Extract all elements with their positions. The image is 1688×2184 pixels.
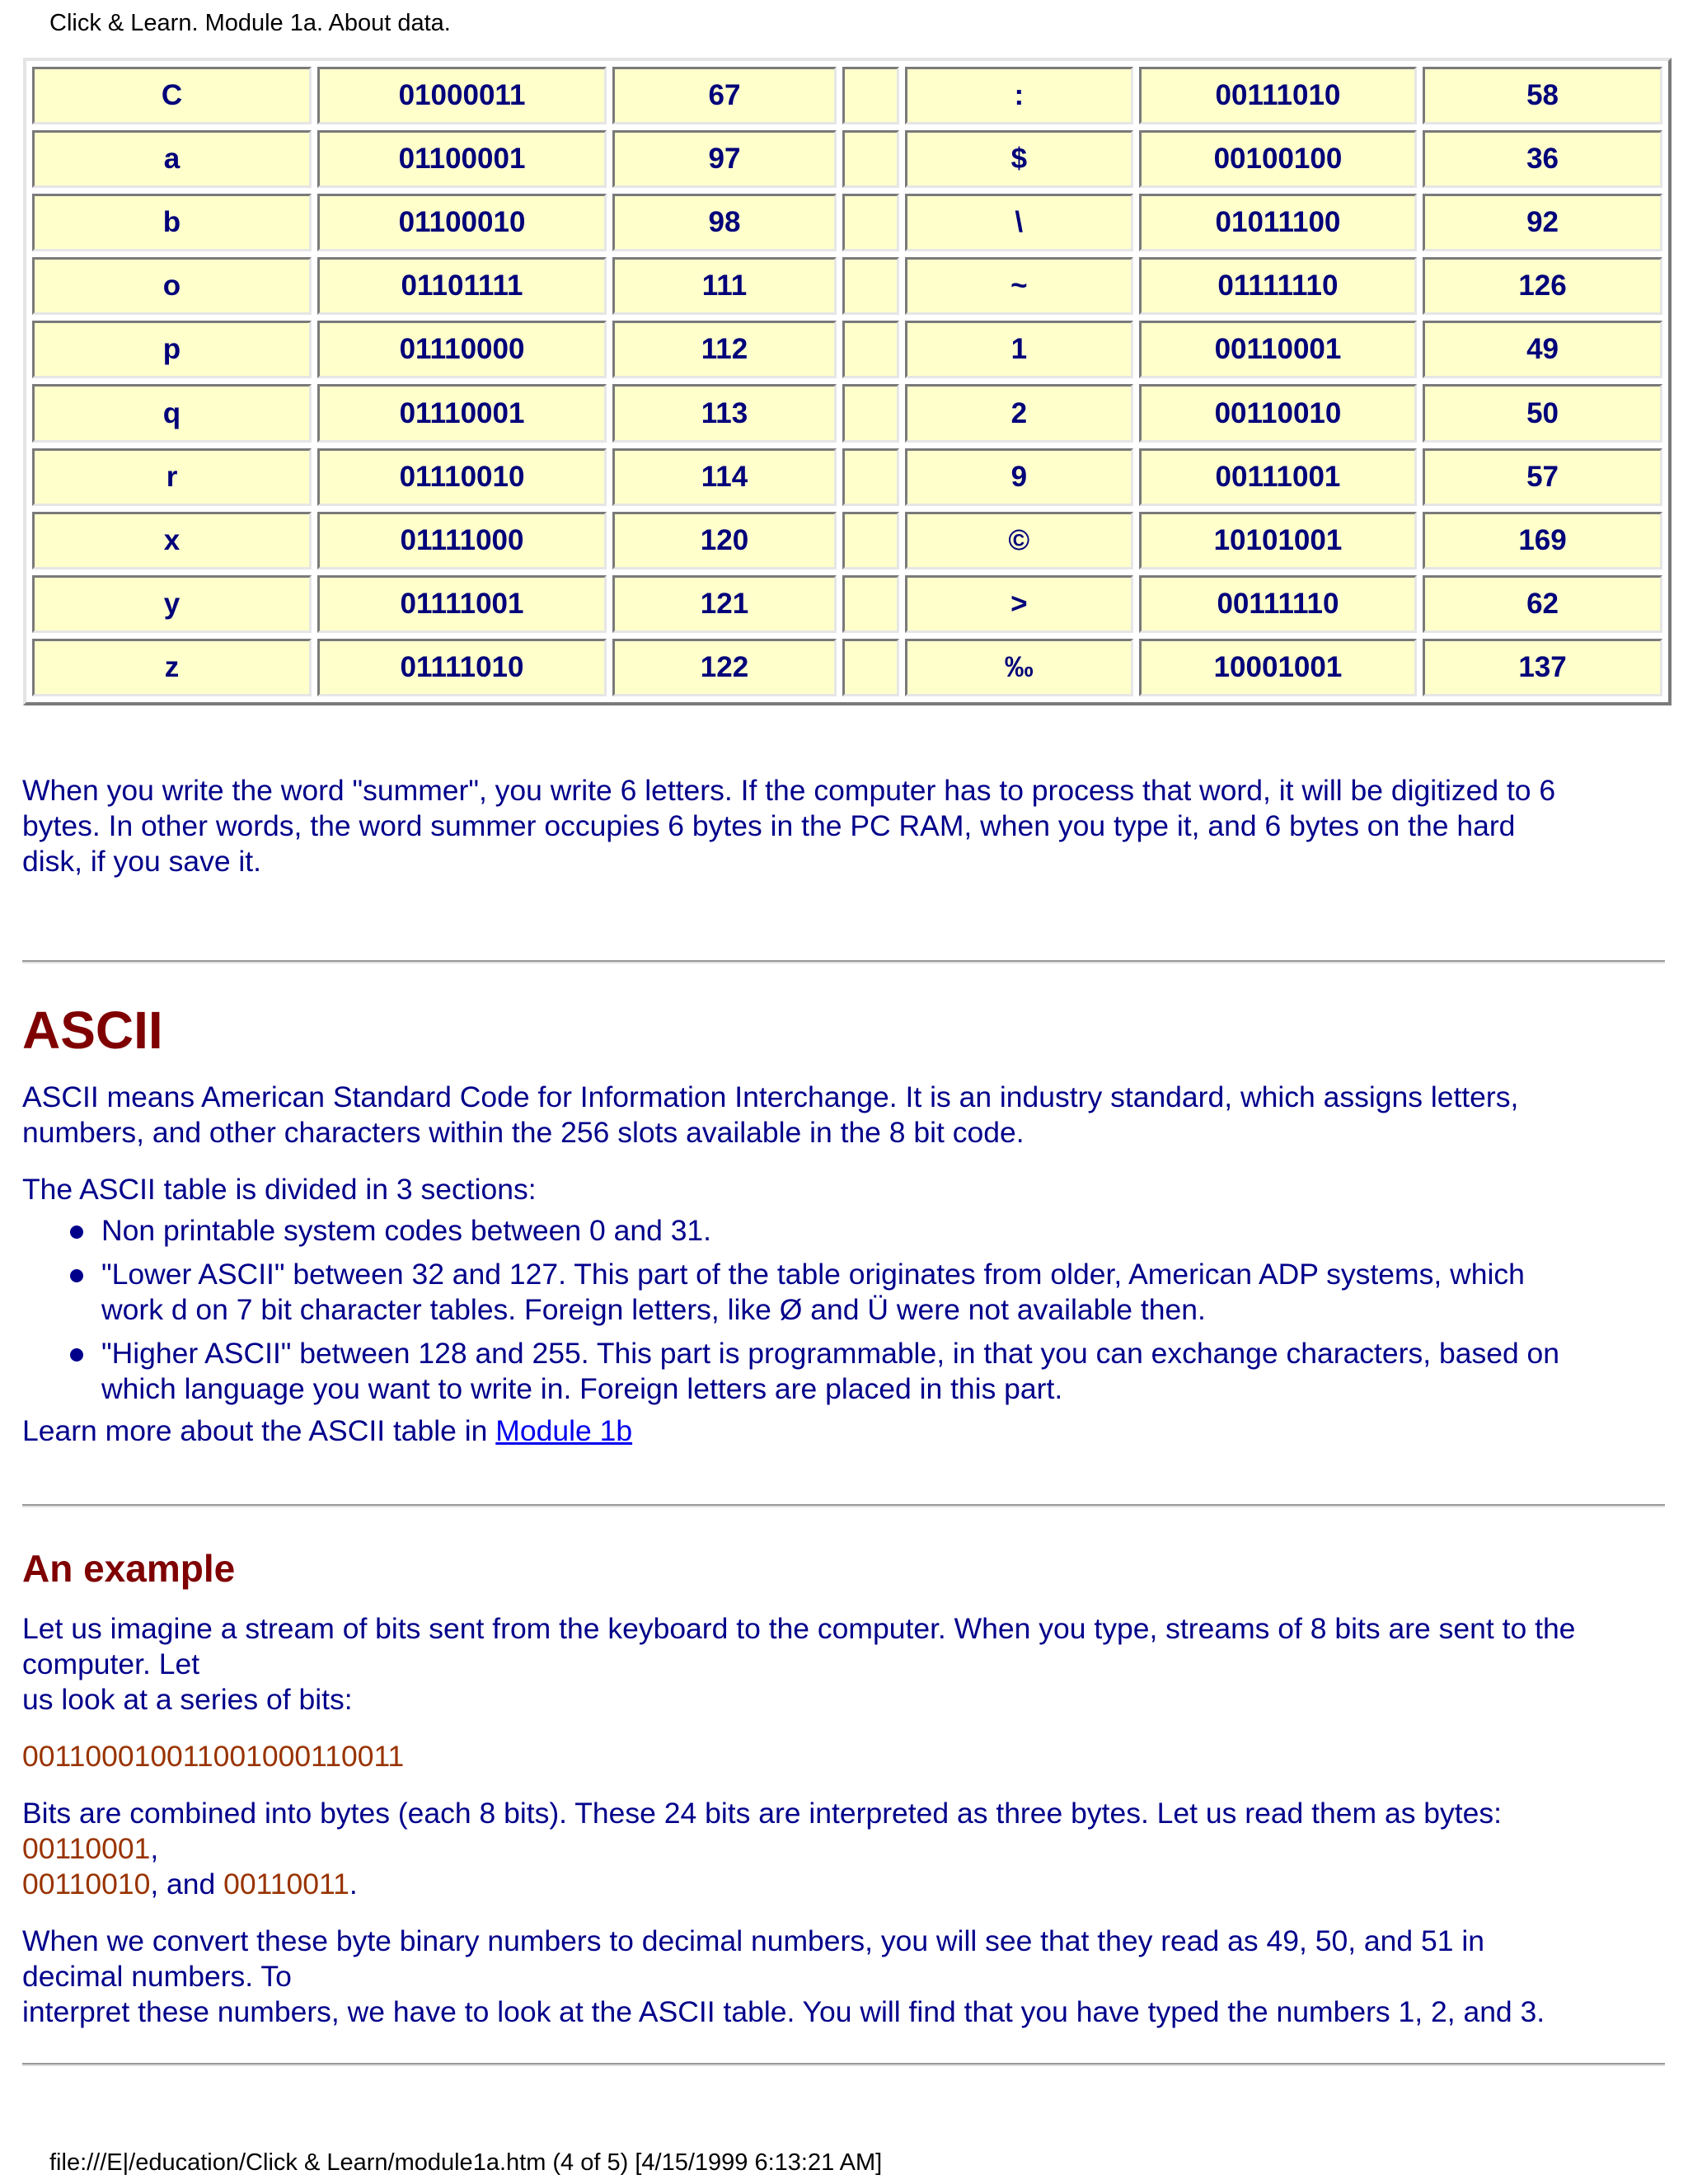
table-row — [32, 130, 1662, 188]
section-text-cont: work d on 7 bit character tables. Foreign letters, like Ø and Ü were not available then. — [101, 1293, 1206, 1326]
module-1b-link[interactable]: Module 1b — [495, 1414, 633, 1447]
summer-line-1: When you write the word "summer", you write 6 letters. If the computer has to process that word, it will be digitized to 6 — [22, 774, 1556, 807]
table-cell-decimal: 67 — [612, 67, 837, 124]
table-cell-decimal: 36 — [1423, 130, 1662, 188]
table-cell-binary: 01011100 — [1139, 194, 1417, 251]
character-code-table — [23, 58, 1672, 705]
list-item — [22, 1213, 1667, 1249]
table-cell-decimal: 58 — [1423, 67, 1662, 124]
section-text: "Higher ASCII" between 128 and 255. This part is programmable, in that you can exchange characters, based on — [101, 1337, 1560, 1370]
table-cell-binary: 10001001 — [1139, 639, 1417, 696]
table-cell-char: > — [905, 575, 1133, 633]
table-cell-decimal: 120 — [612, 512, 837, 569]
table-cell-decimal: 62 — [1423, 575, 1662, 633]
bitstream: 001100010011001000110011 — [22, 1740, 405, 1773]
table-row — [32, 639, 1662, 696]
table-row — [32, 512, 1662, 569]
bullet-icon — [70, 1226, 83, 1239]
table-cell-binary: 00100100 — [1139, 130, 1417, 188]
ascii-intro — [22, 1080, 1667, 1151]
example-p2-line-1: Bits are combined into bytes (each 8 bits). These 24 bits are interpreted as three bytes. Let us read them as bytes: — [22, 1797, 1503, 1830]
byte-3: 00110011 — [223, 1868, 349, 1900]
table-cell-char: r — [32, 448, 312, 506]
table-row — [32, 321, 1662, 378]
learn-more — [22, 1413, 1667, 1449]
sections-intro: The ASCII table is divided in 3 sections: — [22, 1173, 537, 1206]
table-cell-char: o — [32, 257, 312, 315]
learn-more-text: Learn more about the ASCII table in — [22, 1414, 496, 1447]
table-cell-decimal: 113 — [612, 384, 837, 442]
table-cell-binary: 01000011 — [317, 67, 607, 124]
table-cell-spacer — [842, 130, 899, 188]
example-p1-line-2: computer. Let — [22, 1647, 200, 1680]
table-cell-char: 2 — [905, 384, 1133, 442]
list-item — [22, 1336, 1667, 1407]
divider — [22, 2063, 1665, 2066]
table-cell-decimal: 49 — [1423, 321, 1662, 378]
table-cell-char: y — [32, 575, 312, 633]
table-cell-char: \ — [905, 194, 1133, 251]
table-cell-binary: 00111110 — [1139, 575, 1417, 633]
example-section — [22, 1611, 1667, 2030]
table-row — [32, 384, 1662, 442]
table-cell-char: z — [32, 639, 312, 696]
table-cell-char: C — [32, 67, 312, 124]
example-p3-line-3: interpret these numbers, we have to look at the ASCII table. You will find that you have typed the numbers 1, 2, and 3. — [22, 1995, 1545, 2028]
table-cell-binary: 00111001 — [1139, 448, 1417, 506]
table-cell-binary: 01111001 — [317, 575, 607, 633]
end-dot: . — [349, 1868, 358, 1900]
byte-1: 00110001 — [22, 1832, 151, 1865]
example-p1-line-1: Let us imagine a stream of bits sent from the keyboard to the computer. When you type, streams of 8 bits are sent to the — [22, 1612, 1576, 1645]
table-row — [32, 194, 1662, 251]
table-cell-spacer — [842, 384, 899, 442]
table-cell-char: : — [905, 67, 1133, 124]
table-cell-char: © — [905, 512, 1133, 569]
example-paragraph-3 — [22, 1924, 1667, 2030]
table-cell-decimal: 97 — [612, 130, 837, 188]
divider — [22, 1504, 1665, 1507]
table-cell-decimal: 121 — [612, 575, 837, 633]
table-cell-char: 9 — [905, 448, 1133, 506]
table-cell-char: $ — [905, 130, 1133, 188]
table-cell-spacer — [842, 575, 899, 633]
table-cell-spacer — [842, 67, 899, 124]
table-cell-binary: 01100010 — [317, 194, 607, 251]
example-p1-line-3: us look at a series of bits: — [22, 1683, 353, 1716]
example-p3-line-2: decimal numbers. To — [22, 1960, 292, 1993]
table-row — [32, 257, 1662, 315]
table-cell-char: ‰ — [905, 639, 1133, 696]
table-cell-binary: 01100001 — [317, 130, 607, 188]
table-cell-char: 1 — [905, 321, 1133, 378]
table-cell-decimal: 112 — [612, 321, 837, 378]
table-cell-char: p — [32, 321, 312, 378]
table-cell-binary: 00111010 — [1139, 67, 1417, 124]
bullet-icon — [70, 1269, 83, 1282]
bullet-icon — [70, 1348, 83, 1361]
table-cell-decimal: 137 — [1423, 639, 1662, 696]
table-cell-char: b — [32, 194, 312, 251]
table-cell-binary: 01111110 — [1139, 257, 1417, 315]
table-cell-spacer — [842, 257, 899, 315]
divider — [22, 960, 1665, 963]
table-cell-binary: 01110000 — [317, 321, 607, 378]
table-cell-binary: 01110010 — [317, 448, 607, 506]
ascii-section — [22, 1080, 1667, 1449]
table-cell-binary: 01110001 — [317, 384, 607, 442]
table-cell-binary: 00110010 — [1139, 384, 1417, 442]
table-cell-decimal: 57 — [1423, 448, 1662, 506]
example-heading: An example — [22, 1547, 236, 1590]
byte-2: 00110010 — [22, 1868, 151, 1900]
section-text-cont: which language you want to write in. Foreign letters are placed in this part. — [101, 1372, 1063, 1405]
and-text: , and — [150, 1868, 224, 1900]
page-footer: file:///E|/education/Click & Learn/module1a.htm (4 of 5) [4/15/1999 6:13:21 AM] — [49, 2149, 883, 2176]
table-cell-binary: 01101111 — [317, 257, 607, 315]
table-cell-decimal: 126 — [1423, 257, 1662, 315]
table-cell-decimal: 114 — [612, 448, 837, 506]
character-code-table-body — [32, 67, 1662, 696]
table-cell-decimal: 122 — [612, 639, 837, 696]
summer-line-3: disk, if you save it. — [22, 845, 262, 878]
example-paragraph-1 — [22, 1611, 1667, 1718]
ascii-intro-line-2: numbers, and other characters within the 256 slots available in the 8 bit code. — [22, 1116, 1025, 1149]
example-paragraph-2 — [22, 1796, 1667, 1902]
table-cell-decimal: 98 — [612, 194, 837, 251]
table-cell-spacer — [842, 639, 899, 696]
table-cell-spacer — [842, 512, 899, 569]
table-cell-binary: 10101001 — [1139, 512, 1417, 569]
table-cell-decimal: 50 — [1423, 384, 1662, 442]
table-cell-decimal: 169 — [1423, 512, 1662, 569]
byte-1-suffix: , — [150, 1832, 159, 1865]
table-cell-spacer — [842, 321, 899, 378]
table-cell-decimal: 111 — [612, 257, 837, 315]
table-cell-char: x — [32, 512, 312, 569]
ascii-sections-list — [22, 1213, 1667, 1407]
list-item — [22, 1257, 1667, 1328]
table-cell-spacer — [842, 194, 899, 251]
page-header: Click & Learn. Module 1a. About data. — [49, 10, 451, 36]
example-p3-line-1: When we convert these byte binary numbers to decimal numbers, you will see that they read as 49, 50, and 51 in — [22, 1924, 1484, 1957]
table-row — [32, 67, 1662, 124]
table-cell-char: a — [32, 130, 312, 188]
table-row — [32, 448, 1662, 506]
table-cell-decimal: 92 — [1423, 194, 1662, 251]
ascii-heading: ASCII — [22, 1001, 163, 1060]
table-cell-binary: 01111010 — [317, 639, 607, 696]
section-text: "Lower ASCII" between 32 and 127. This part of the table originates from older, American ADP systems, which — [101, 1258, 1525, 1291]
table-cell-spacer — [842, 448, 899, 506]
table-cell-char: q — [32, 384, 312, 442]
summer-line-2: bytes. In other words, the word summer occupies 6 bytes in the PC RAM, when you type it, and 6 bytes on the hard — [22, 809, 1516, 842]
table-cell-binary: 00110001 — [1139, 321, 1417, 378]
summer-paragraph — [22, 773, 1667, 879]
table-row — [32, 575, 1662, 633]
section-text: Non printable system codes between 0 and 31. — [101, 1214, 712, 1247]
table-cell-binary: 01111000 — [317, 512, 607, 569]
table-cell-char: ~ — [905, 257, 1133, 315]
ascii-intro-line-1: ASCII means American Standard Code for Information Interchange. It is an industry standard, which assigns letters, — [22, 1080, 1519, 1113]
